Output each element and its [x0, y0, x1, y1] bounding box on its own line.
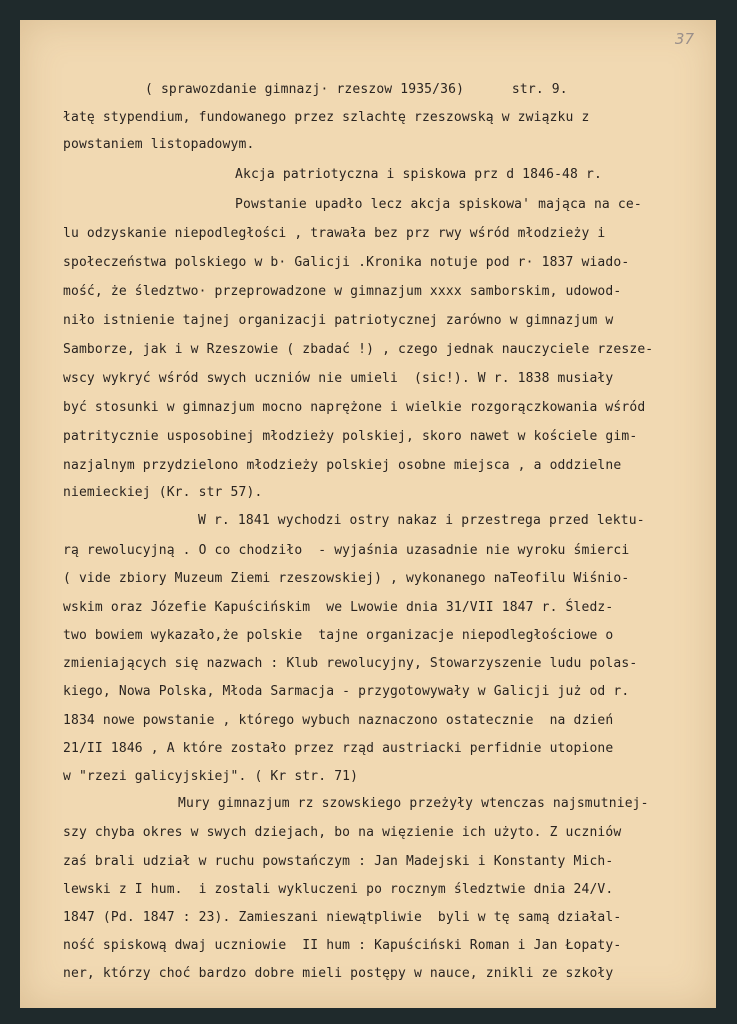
- text-line: rą rewolucyjną . O co chodziło - wyjaśnia uzasadnie nie wyroku śmierci: [63, 543, 630, 558]
- text-line: kiego, Nowa Polska, Młoda Sarmacja - przygotowywały w Galicji już od r.: [63, 684, 630, 699]
- text-line: szy chyba okres w swych dziejach, bo na więzienie ich użyto. Z uczniów: [63, 825, 622, 840]
- text-line: lewski z I hum. i zostali wykluczeni po rocznym śledztwie dnia 24/V.: [63, 882, 614, 897]
- document-page: [20, 20, 716, 1008]
- text-line: patritycznie usposobinej młodzieży polskiej, skoro nawet w kościele gim-: [63, 429, 638, 444]
- text-line: nazjalnym przydzielono młodzieży polskiej osobne miejsca , a oddzielne: [63, 458, 622, 473]
- folio-number: 37: [674, 30, 694, 48]
- text-line: W r. 1841 wychodzi ostry nakaz i przestrega przed lektu-: [198, 513, 645, 528]
- header-line: ( sprawozdanie gimnazj· rzeszow 1935/36) str. 9.: [145, 82, 568, 97]
- text-line: two bowiem wykazało,że polskie tajne organizacje niepodległościowe o: [63, 628, 614, 643]
- text-line: Samborze, jak i w Rzeszowie ( zbadać !) , czego jednak nauczyciele rzesze-: [63, 342, 654, 357]
- text-line: łatę stypendium, fundowanego przez szlachtę rzeszowską w związku z: [63, 110, 590, 125]
- text-line: powstaniem listopadowym.: [63, 137, 255, 152]
- section-heading: Akcja patriotyczna i spiskowa prz d 1846-48 r.: [235, 167, 602, 182]
- text-line: być stosunki w gimnazjum mocno naprężone i wielkie rozgorączkowania wśród: [63, 400, 646, 415]
- text-line: w "rzezi galicyjskiej". ( Kr str. 71): [63, 769, 359, 784]
- text-line: zmieniających się nazwach : Klub rewolucyjny, Stowarzyszenie ludu polas-: [63, 656, 638, 671]
- text-line: 21/II 1846 , A które zostało przez rząd austriacki perfidnie utopione: [63, 741, 614, 756]
- text-line: Powstanie upadło lecz akcja spiskowa' mająca na ce-: [235, 197, 642, 212]
- text-line: lu odzyskanie niepodległości , trawała bez prz rwy wśród młodzieży i: [63, 226, 606, 241]
- text-line: 1834 nowe powstanie , którego wybuch naznaczono ostatecznie na dzień: [63, 713, 614, 728]
- text-line: ( vide zbiory Muzeum Ziemi rzeszowskiej) , wykonanego naTeofilu Wiśnio-: [63, 571, 630, 586]
- text-line: 1847 (Pd. 1847 : 23). Zamieszani niewątpliwie byli w tę samą działal-: [63, 910, 622, 925]
- text-line: wskim oraz Józefie Kapuścińskim we Lwowie dnia 31/VII 1847 r. Śledz-: [63, 600, 614, 615]
- text-line: ność spiskową dwaj uczniowie II hum : Kapuściński Roman i Jan Łopaty-: [63, 938, 622, 953]
- text-line: Mury gimnazjum rz szowskiego przeżyły wtenczas najsmutniej-: [178, 796, 649, 811]
- text-line: niemieckiej (Kr. str 57).: [63, 485, 263, 500]
- text-line: zaś brali udział w ruchu powstańczym : Jan Madejski i Konstanty Mich-: [63, 854, 614, 869]
- text-line: mość, że śledztwo· przeprowadzone w gimnazjum xxxx samborskim, udowod-: [63, 284, 622, 299]
- text-line: wscy wykryć wśród swych uczniów nie umieli (sic!). W r. 1838 musiały: [63, 371, 614, 386]
- text-line: ner, którzy choć bardzo dobre mieli postępy w nauce, znikli ze szkoły: [63, 966, 614, 981]
- text-line: niło istnienie tajnej organizacji patriotycznej zarówno w gimnazjum w: [63, 313, 614, 328]
- text-line: społeczeństwa polskiego w b· Galicji .Kronika notuje pod r· 1837 wiado-: [63, 255, 630, 270]
